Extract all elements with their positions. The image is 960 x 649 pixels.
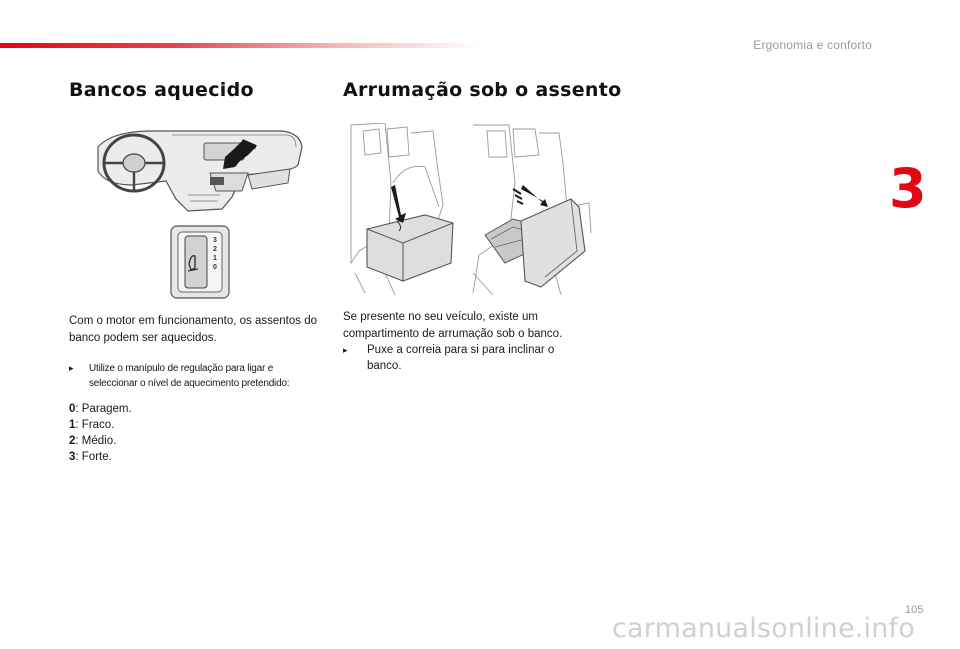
level-item: 2: Médio. bbox=[69, 435, 117, 447]
storage-intro: Se presente no seu veículo, existe um compartimento de arrumação sob o banco. bbox=[343, 311, 563, 340]
chapter-title: Ergonomia e conforto bbox=[753, 38, 872, 52]
site-watermark: carmanualsonline.info bbox=[612, 613, 915, 644]
knob-label-3: 3 bbox=[213, 237, 217, 244]
heated-seats-intro: Com o motor em funcionamento, os assentos do banco podem ser aquecidos. bbox=[69, 315, 318, 344]
heating-levels-list bbox=[69, 401, 132, 465]
section-title-under-seat-storage: Arrumação sob o assento bbox=[343, 79, 622, 101]
page-number: 105 bbox=[905, 604, 924, 616]
header-accent-bar bbox=[0, 43, 480, 48]
level-item: 3: Forte. bbox=[69, 451, 112, 463]
level-item: 0: Paragem. bbox=[69, 403, 132, 415]
level-item: 1: Fraco. bbox=[69, 419, 115, 431]
dashboard-illustration bbox=[92, 125, 304, 221]
heating-knob-illustration bbox=[169, 224, 231, 300]
knob-label-2: 2 bbox=[213, 246, 217, 253]
under-seat-storage-illustration bbox=[345, 123, 595, 297]
storage-instruction bbox=[343, 342, 588, 374]
heated-seats-instruction bbox=[69, 361, 324, 391]
heated-seats-instruction-text: Utilize o manípulo de regulação para ligar e seleccionar o nível de aquecimento pretendido: bbox=[89, 363, 290, 389]
storage-instruction-text: Puxe a correia para si para inclinar o banco. bbox=[367, 344, 555, 372]
knob-label-0: 0 bbox=[213, 264, 217, 271]
chapter-number: 3 bbox=[889, 157, 927, 220]
knob-label-1: 1 bbox=[213, 255, 217, 262]
bullet-arrow-icon: ▸ bbox=[69, 363, 74, 373]
section-title-heated-seats: Bancos aquecido bbox=[69, 79, 254, 101]
bullet-arrow-icon: ▸ bbox=[343, 345, 348, 355]
